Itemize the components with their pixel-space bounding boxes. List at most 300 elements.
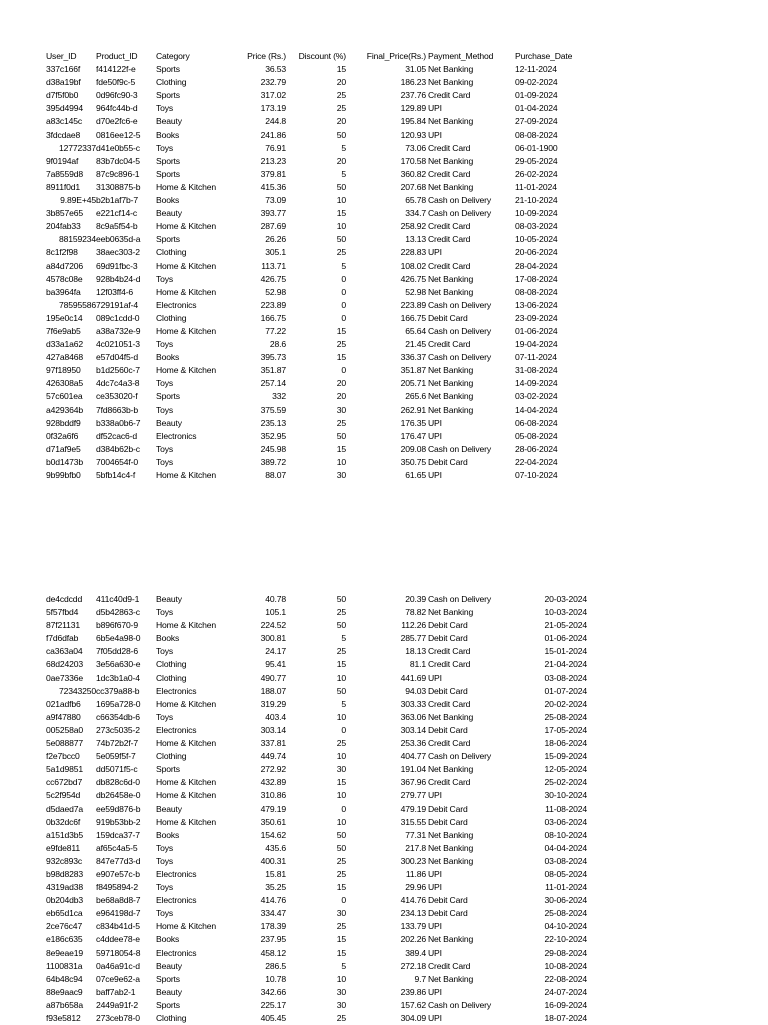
cell-user-id: 87f21131 [46, 620, 81, 631]
cell-discount: 0 [341, 312, 346, 323]
cell-product-id: be68a8d8-7 [96, 895, 141, 906]
cell-price: 479.19 [260, 803, 286, 814]
cell-category: Toys [156, 339, 174, 350]
cell-final-price: 426.75 [400, 273, 426, 284]
cell-discount: 50 [336, 234, 346, 245]
cell-price: 337.81 [260, 738, 286, 749]
cell-payment-method: UPI [428, 947, 442, 958]
cell-discount: 10 [336, 751, 346, 762]
cell-discount: 15 [336, 659, 346, 670]
cell-discount: 0 [341, 724, 346, 735]
cell-final-price: 61.65 [405, 470, 426, 480]
cell-final-price: 18.13 [405, 646, 426, 657]
cell-product-id: af65c4a5-5 [96, 842, 138, 853]
cell-purchase-date: 10-09-2024 [515, 208, 558, 219]
cell-price: 257.14 [260, 378, 286, 389]
cell-payment-method: UPI [428, 103, 442, 114]
cell-price: 166.75 [260, 312, 286, 323]
table-row [46, 920, 587, 933]
cell-category: Beauty [156, 960, 182, 971]
cell-product-id: db26458e-0 [96, 790, 141, 801]
cell-purchase-date: 01-07-2024 [544, 685, 587, 696]
cell-payment-method: Net Banking [428, 711, 474, 722]
cell-final-price: 303.14 [400, 724, 426, 735]
cell-payment-method: Credit Card [428, 738, 471, 749]
cell-final-price: 21.45 [405, 339, 426, 350]
cell-discount: 0 [341, 299, 346, 310]
cell-payment-method: Net Banking [428, 286, 474, 297]
cell-product-id: 1dc3b1a0-4 [96, 672, 140, 683]
cell-payment-method: Net Banking [428, 273, 474, 284]
cell-purchase-date: 07-10-2024 [515, 470, 558, 480]
cell-user-id: 9b99bfb0 [46, 470, 81, 480]
cell-product-id: f8495894-2 [96, 882, 138, 893]
cell-user-id: 9f0194af [46, 155, 79, 166]
cell-category: Toys [156, 456, 174, 467]
cell-product-id: db828c6d-0 [96, 777, 140, 788]
cell-product-id: ee59d876-b [96, 803, 141, 814]
cell-price: 36.53 [265, 64, 286, 75]
cell-discount: 25 [336, 607, 346, 618]
cell-product-id: e221cf14-c [96, 208, 138, 219]
cell-category: Toys [156, 404, 174, 415]
cell-payment-method: Net Banking [428, 378, 474, 389]
cell-payment-method: Credit Card [428, 339, 471, 350]
cell-price: 213.23 [260, 155, 286, 166]
cell-discount: 30 [336, 908, 346, 919]
cell-payment-method: UPI [428, 790, 442, 801]
cell-price: 24.17 [265, 646, 286, 657]
cell-purchase-date: 01-06-2024 [515, 325, 558, 336]
cell-product-id: 87c9c896-1 [96, 168, 140, 179]
cell-final-price: 29.96 [405, 882, 426, 893]
table-row [46, 999, 587, 1012]
cell-final-price: 239.86 [400, 986, 426, 997]
cell-product-id: 0d96fc90-3 [96, 90, 138, 101]
cell-price: 26.26 [265, 234, 286, 245]
cell-product-id: 38aec303-2 [96, 247, 140, 258]
cell-final-price: 360.82 [400, 168, 426, 179]
cell-user-id: 395d4994 [46, 103, 84, 114]
cell-final-price: 31.05 [405, 64, 426, 75]
table-row [46, 658, 587, 671]
cell-discount: 30 [336, 999, 346, 1010]
cell-product-id: b338a0b6-7 [96, 417, 141, 428]
cell-product-id: d5b42863-c [96, 607, 140, 618]
cell-user-id: 4319ad38 [46, 882, 84, 893]
cell-category: Books [156, 129, 180, 140]
table-row [46, 960, 587, 973]
table-row [46, 894, 587, 907]
cell-discount: 50 [336, 842, 346, 853]
cell-category: Toys [156, 607, 174, 618]
cell-final-price: 78.82 [405, 607, 426, 618]
cell-product-id: f414122f-e [96, 64, 136, 75]
cell-price: 317.02 [260, 90, 286, 101]
cell-purchase-date: 03-08-2024 [544, 855, 587, 866]
cell-price: 235.13 [260, 417, 286, 428]
cell-discount: 25 [336, 738, 346, 749]
cell-category: Clothing [156, 1013, 187, 1023]
cell-purchase-date: 21-10-2024 [515, 195, 558, 206]
cell-purchase-date: 30-06-2024 [544, 895, 587, 906]
cell-user-id: 5f57fbd4 [46, 607, 79, 618]
cell-category: Beauty [156, 116, 182, 127]
cell-purchase-date: 18-06-2024 [544, 738, 587, 749]
cell-payment-method: Debit Card [428, 633, 468, 644]
table-row [46, 456, 587, 469]
cell-price: 426.75 [260, 273, 286, 284]
cell-discount: 20 [336, 116, 346, 127]
cell-discount: 15 [336, 777, 346, 788]
cell-purchase-date: 10-08-2024 [544, 960, 587, 971]
cell-payment-method: Net Banking [428, 764, 474, 775]
cell-discount: 25 [336, 339, 346, 350]
cell-final-price: 351.87 [400, 365, 426, 376]
cell-final-price: 441.69 [400, 672, 426, 683]
cell-product-id: 411c40d9-1 [96, 594, 140, 604]
cell-price: 319.29 [260, 698, 286, 709]
cell-price: 88.07 [265, 470, 286, 480]
cell-final-price: 13.13 [405, 234, 426, 245]
cell-user-id: d5daed7a [46, 803, 84, 814]
cell-category: Beauty [156, 594, 182, 604]
cell-user-id: 68d24203 [46, 659, 84, 670]
cell-payment-method: Cash on Delivery [428, 195, 492, 206]
table-row [46, 469, 587, 482]
cell-product-id: 59718054-8 [96, 947, 141, 958]
cell-purchase-date: 07-11-2024 [515, 352, 557, 363]
cell-price: 334.47 [260, 908, 286, 919]
cell-purchase-date: 21-04-2024 [544, 659, 587, 670]
cell-price: 232.79 [260, 77, 286, 88]
cell-category: Toys [156, 378, 174, 389]
cell-purchase-date: 04-10-2024 [544, 921, 587, 932]
cell-final-price: 414.76 [400, 895, 426, 906]
table-row [46, 672, 587, 685]
cell-category: Sports [156, 90, 180, 101]
cell-product-id: c4ddee78-e [96, 934, 140, 945]
cell-discount: 15 [336, 208, 346, 219]
cell-category: Sports [156, 234, 180, 245]
cell-price: 432.89 [260, 777, 286, 788]
cell-purchase-date: 10-05-2024 [515, 234, 558, 245]
cell-user-id: 0ae7336e [46, 672, 84, 683]
cell-payment-method: Credit Card [428, 960, 471, 971]
cell-payment-method: UPI [428, 986, 442, 997]
cell-final-price: 223.89 [400, 299, 426, 310]
cell-user-id: f93e5812 [46, 1013, 81, 1023]
cell-discount: 0 [341, 286, 346, 297]
cell-price: 403.4 [265, 711, 286, 722]
cell-payment-method: Credit Card [428, 221, 471, 232]
cell-user-id: b98d8283 [46, 868, 84, 879]
cell-final-price: 191.04 [400, 764, 426, 775]
cell-category: Clothing [156, 672, 187, 683]
cell-user-id: 12772337 [58, 142, 96, 153]
cell-category: Clothing [156, 77, 187, 88]
cell-payment-method: Cash on Delivery [428, 299, 492, 310]
table-row [46, 102, 587, 115]
cell-price: 400.31 [260, 855, 286, 866]
cell-purchase-date: 08-10-2024 [544, 829, 587, 840]
cell-category: Sports [156, 999, 180, 1010]
cell-category: Toys [156, 443, 174, 454]
cell-payment-method: Cash on Delivery [428, 352, 492, 363]
cell-purchase-date: 08-03-2024 [515, 221, 558, 232]
cell-price: 332 [272, 391, 286, 402]
table-row [46, 404, 587, 417]
cell-payment-method: UPI [428, 417, 442, 428]
cell-product-id: 3e56a630-e [96, 659, 141, 670]
cell-payment-method: Debit Card [428, 908, 468, 919]
cell-user-id: d7f5f0b0 [46, 90, 79, 101]
cell-discount: 50 [336, 685, 346, 696]
cell-payment-method: Debit Card [428, 803, 468, 814]
cell-purchase-date: 14-09-2024 [515, 378, 558, 389]
cell-final-price: 157.62 [400, 999, 426, 1010]
cell-discount: 25 [336, 247, 346, 258]
cell-product-id: 2449a91f-2 [96, 999, 138, 1010]
cell-price: 223.89 [260, 299, 286, 310]
cell-category: Beauty [156, 417, 182, 428]
cell-discount: 10 [336, 973, 346, 984]
header-discount: Discount (%) [298, 51, 346, 61]
table-row [46, 260, 587, 273]
cell-user-id: 4578c08e [46, 273, 83, 284]
cell-discount: 15 [336, 934, 346, 945]
cell-product-id: 69d91fbc-3 [96, 260, 138, 271]
cell-price: 113.71 [261, 260, 286, 271]
cell-final-price: 120.93 [400, 129, 426, 140]
cell-category: Toys [156, 908, 174, 919]
cell-payment-method: UPI [428, 470, 442, 480]
cell-final-price: 195.84 [400, 116, 426, 127]
cell-category: Toys [156, 103, 174, 114]
cell-payment-method: Debit Card [428, 685, 468, 696]
cell-user-id: b0d1473b [46, 456, 84, 467]
cell-category: Beauty [156, 208, 182, 219]
cell-category: Home & Kitchen [156, 286, 216, 297]
cell-category: Toys [156, 711, 174, 722]
cell-discount: 15 [336, 64, 346, 75]
table-row [46, 619, 587, 632]
cell-final-price: 237.76 [400, 90, 426, 101]
cell-purchase-date: 25-02-2024 [544, 777, 587, 788]
cell-product-id: e964198d-7 [96, 908, 141, 919]
table-row [46, 181, 587, 194]
cell-category: Sports [156, 155, 180, 166]
cell-purchase-date: 14-04-2024 [515, 404, 558, 415]
cell-final-price: 350.75 [400, 456, 426, 467]
cell-payment-method: Net Banking [428, 934, 474, 945]
table-row [46, 632, 587, 645]
cell-user-id: 8c1f2f98 [46, 247, 78, 258]
cell-purchase-date: 15-09-2024 [544, 751, 587, 762]
cell-user-id: 88e9aac9 [46, 986, 83, 997]
cell-purchase-date: 11-08-2024 [545, 803, 587, 814]
cell-user-id: 97f18950 [46, 365, 81, 376]
cell-purchase-date: 03-02-2024 [515, 391, 558, 402]
cell-purchase-date: 16-09-2024 [544, 999, 587, 1010]
table-row [46, 443, 587, 456]
cell-user-id: 7f6e9ab5 [46, 325, 81, 336]
cell-price: 395.73 [260, 352, 286, 363]
cell-discount: 20 [336, 378, 346, 389]
cell-purchase-date: 20-03-2024 [544, 594, 587, 604]
table-row [46, 325, 587, 338]
table-row [46, 973, 587, 986]
cell-final-price: 65.78 [405, 195, 426, 206]
table-row [46, 1012, 587, 1025]
cell-product-id: 8c9a5f54-b [96, 221, 138, 232]
cell-price: 305.1 [265, 247, 286, 258]
cell-purchase-date: 04-04-2024 [544, 842, 587, 853]
table-row [46, 776, 587, 789]
cell-payment-method: Debit Card [428, 456, 468, 467]
cell-final-price: 234.13 [400, 908, 426, 919]
cell-user-id: 337c166f [46, 64, 81, 75]
cell-payment-method: UPI [428, 672, 442, 683]
cell-price: 95.41 [265, 659, 286, 670]
cell-discount: 5 [341, 260, 346, 271]
cell-user-id: 8e9eae19 [46, 947, 84, 958]
cell-purchase-date: 23-09-2024 [515, 312, 558, 323]
cell-purchase-date: 12-11-2024 [515, 64, 557, 75]
cell-user-id: 5c2f954d [46, 790, 81, 801]
cell-user-id: 78595586 [58, 299, 96, 310]
cell-price: 73.09 [265, 195, 286, 206]
cell-discount: 10 [336, 790, 346, 801]
cell-discount: 0 [341, 803, 346, 814]
cell-payment-method: Net Banking [428, 607, 474, 618]
cell-category: Home & Kitchen [156, 620, 216, 631]
cell-category: Electronics [156, 724, 197, 735]
cell-user-id: a83c145c [46, 116, 83, 127]
cell-discount: 15 [336, 352, 346, 363]
cell-purchase-date: 13-06-2024 [515, 299, 558, 310]
table-row [46, 364, 587, 377]
table-row [46, 142, 587, 155]
cell-purchase-date: 12-05-2024 [544, 764, 587, 775]
cell-user-id: d38a19bf [46, 77, 81, 88]
table-row [46, 115, 587, 128]
cell-payment-method: Net Banking [428, 64, 474, 75]
cell-user-id: a84d7206 [46, 260, 84, 271]
cell-category: Toys [156, 646, 174, 657]
cell-user-id: 57c601ea [46, 391, 83, 402]
cell-purchase-date: 19-04-2024 [515, 339, 558, 350]
cell-user-id: 8911f0d1 [46, 181, 81, 192]
cell-final-price: 166.75 [400, 312, 426, 323]
cell-discount: 20 [336, 77, 346, 88]
cell-user-id: f7d6dfab [46, 633, 79, 644]
cell-category: Sports [156, 168, 180, 179]
cell-final-price: 363.06 [400, 711, 426, 722]
cell-price: 286.5 [265, 960, 286, 971]
cell-final-price: 285.77 [400, 633, 426, 644]
cell-user-id: e9fde811 [46, 842, 81, 853]
cell-payment-method: Debit Card [428, 620, 468, 631]
cell-category: Sports [156, 64, 180, 75]
cell-price: 28.6 [269, 339, 286, 350]
table-row [46, 233, 587, 246]
cell-payment-method: UPI [428, 1013, 442, 1023]
cell-purchase-date: 08-08-2024 [515, 129, 558, 140]
cell-category: Home & Kitchen [156, 790, 216, 801]
cell-purchase-date: 03-06-2024 [544, 816, 587, 827]
cell-product-id: 847e77d3-d [96, 855, 141, 866]
cell-discount: 25 [336, 90, 346, 101]
cell-final-price: 73.06 [405, 142, 426, 153]
cell-price: 375.59 [260, 404, 286, 415]
cell-payment-method: Credit Card [428, 659, 471, 670]
cell-discount: 50 [336, 181, 346, 192]
cell-category: Toys [156, 273, 174, 284]
cell-product-id: ce353020-f [96, 391, 138, 402]
cell-purchase-date: 01-09-2024 [515, 90, 558, 101]
cell-price: 225.17 [260, 999, 286, 1010]
cell-category: Books [156, 829, 180, 840]
cell-payment-method: Net Banking [428, 973, 474, 984]
cell-purchase-date: 21-05-2024 [544, 620, 587, 631]
cell-discount: 50 [336, 129, 346, 140]
cell-payment-method: Credit Card [428, 142, 471, 153]
cell-user-id: 427a8468 [46, 352, 84, 363]
cell-final-price: 170.58 [400, 155, 426, 166]
cell-price: 77.22 [265, 325, 286, 336]
cell-category: Books [156, 195, 180, 206]
cell-product-id: 159dca37-7 [96, 829, 140, 840]
cell-final-price: 176.35 [400, 417, 426, 428]
cell-user-id: 3b857e65 [46, 208, 84, 219]
cell-price: 300.81 [260, 633, 286, 644]
cell-purchase-date: 17-05-2024 [544, 724, 587, 735]
cell-purchase-date: 08-08-2024 [515, 286, 558, 297]
table-row [46, 947, 587, 960]
cell-product-id: 1695a728-0 [96, 698, 141, 709]
cell-price: 76.91 [265, 142, 286, 153]
cell-price: 40.78 [265, 594, 286, 604]
cell-final-price: 336.37 [400, 352, 426, 363]
cell-product-id: 7fd8663b-b [96, 404, 138, 415]
cell-product-id: c834b41d-5 [96, 921, 140, 932]
cell-user-id: 7a8559d8 [46, 168, 84, 179]
cell-purchase-date: 09-02-2024 [515, 77, 558, 88]
cell-product-id: 07ce9e62-a [96, 973, 140, 984]
cell-final-price: 404.77 [400, 751, 426, 762]
cell-product-id: fde50f9c-5 [96, 77, 136, 88]
cell-category: Home & Kitchen [156, 325, 216, 336]
table-row [46, 737, 587, 750]
cell-product-id: 4c021051-3 [96, 339, 140, 350]
cell-category: Books [156, 633, 180, 644]
cell-price: 10.78 [265, 973, 286, 984]
cell-category: Electronics [156, 299, 197, 310]
cell-user-id: 021adfb6 [46, 698, 81, 709]
cell-payment-method: Credit Card [428, 90, 471, 101]
table-row [46, 273, 587, 286]
cell-discount: 25 [336, 1013, 346, 1023]
cell-final-price: 205.71 [400, 378, 426, 389]
cell-final-price: 262.91 [400, 404, 426, 415]
header-purchase-date: Purchase_Date [515, 51, 573, 61]
cell-discount: 25 [336, 417, 346, 428]
cell-discount: 10 [336, 672, 346, 683]
cell-discount: 30 [336, 986, 346, 997]
cell-user-id: 195e0c14 [46, 312, 83, 323]
cell-user-id: de4cdcdd [46, 594, 83, 604]
